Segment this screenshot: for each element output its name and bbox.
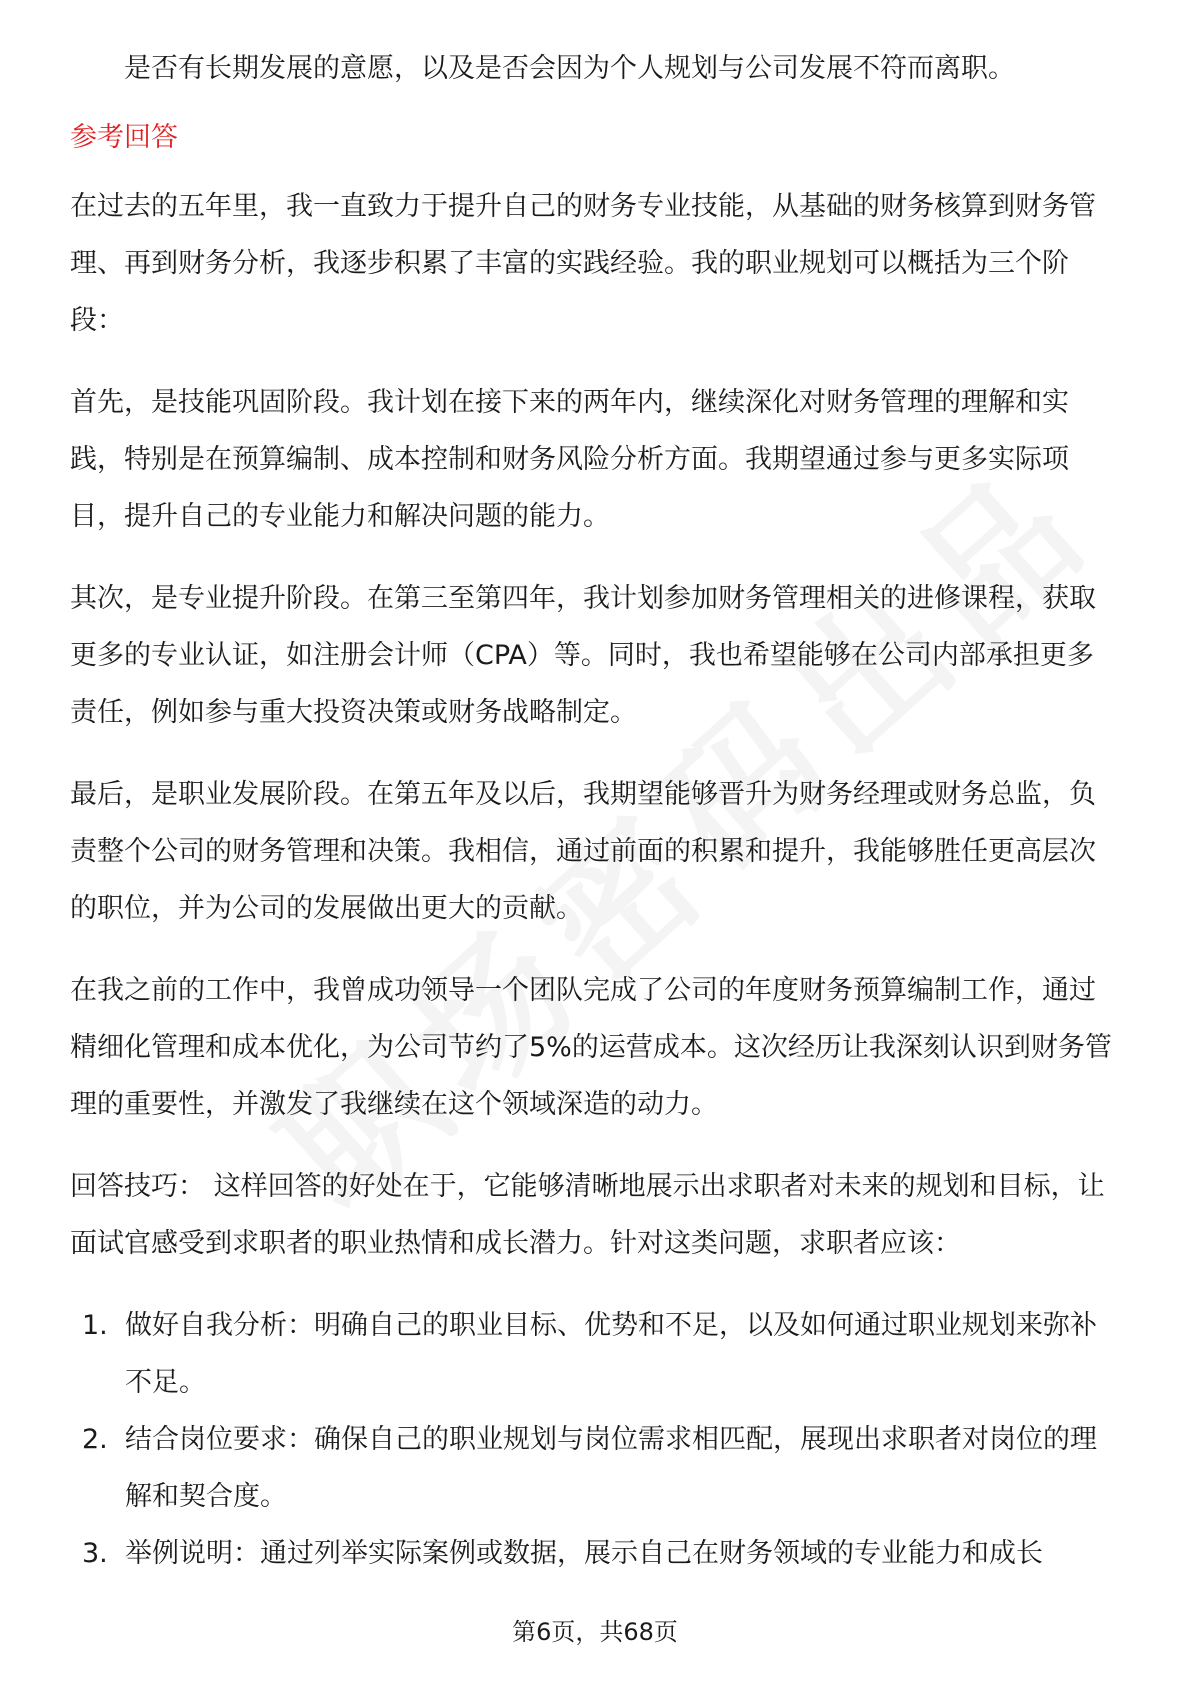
- list-number: 3.: [82, 1538, 108, 1569]
- list-item-text: 举例说明：通过列举实际案例或数据，展示自己在财务领域的专业能力和成长: [125, 1538, 1043, 1569]
- list-item: [70, 1525, 1120, 1582]
- paragraph-2: 首先，是技能巩固阶段。我计划在接下来的两年内，继续深化对财务管理的理解和实践，特别是在预算编制、成本控制和财务风险分析方面。我期望通过参与更多实际项目，提升自己的专业能力和解决问题的能力。: [70, 387, 1069, 532]
- list-item-text: 做好自我分析：明确自己的职业目标、优势和不足，以及如何通过职业规划来弥补不足。: [125, 1310, 1097, 1398]
- list-number: 2.: [82, 1424, 108, 1455]
- paragraph-1: 在过去的五年里，我一直致力于提升自己的财务专业技能，从基础的财务核算到财务管理、再到财务分析，我逐步积累了丰富的实践经验。我的职业规划可以概括为三个阶段：: [70, 191, 1096, 336]
- section-heading: 参考回答: [70, 122, 178, 153]
- intro-text: 是否有长期发展的意愿，以及是否会因为个人规划与公司发展不符而离职。: [124, 53, 1015, 84]
- paragraph-5: 在我之前的工作中，我曾成功领导一个团队完成了公司的年度财务预算编制工作，通过精细化管理和成本优化，为公司节约了5%的运营成本。这次经历让我深刻认识到财务管理的重要性，并激发了我继续在这个领域深造的动力。: [70, 975, 1112, 1120]
- paragraph-3: 其次，是专业提升阶段。在第三至第四年，我计划参加财务管理相关的进修课程，获取更多的专业认证，如注册会计师（CPA）等。同时，我也希望能够在公司内部承担更多责任，例如参与重大投资决策或财务战略制定。: [70, 583, 1096, 728]
- list-item: [70, 1411, 1120, 1525]
- list-number: 1.: [82, 1310, 108, 1341]
- tips-list: [70, 1297, 1120, 1582]
- list-item-text: 结合岗位要求：确保自己的职业规划与岗位需求相匹配，展现出求职者对岗位的理解和契合度。: [125, 1424, 1097, 1512]
- paragraph-4: 最后，是职业发展阶段。在第五年及以后，我期望能够晋升为财务经理或财务总监，负责整个公司的财务管理和决策。我相信，通过前面的积累和提升，我能够胜任更高层次的职位，并为公司的发展做出更大的贡献。: [70, 779, 1096, 924]
- page-footer: 第6页，共68页: [512, 1618, 678, 1646]
- list-item: [70, 1297, 1120, 1411]
- paragraph-tips-intro: 回答技巧： 这样回答的好处在于，它能够清晰地展示出求职者对未来的规划和目标，让面试官感受到求职者的职业热情和成长潜力。针对这类问题，求职者应该：: [70, 1171, 1105, 1259]
- document-body: [70, 40, 1120, 1582]
